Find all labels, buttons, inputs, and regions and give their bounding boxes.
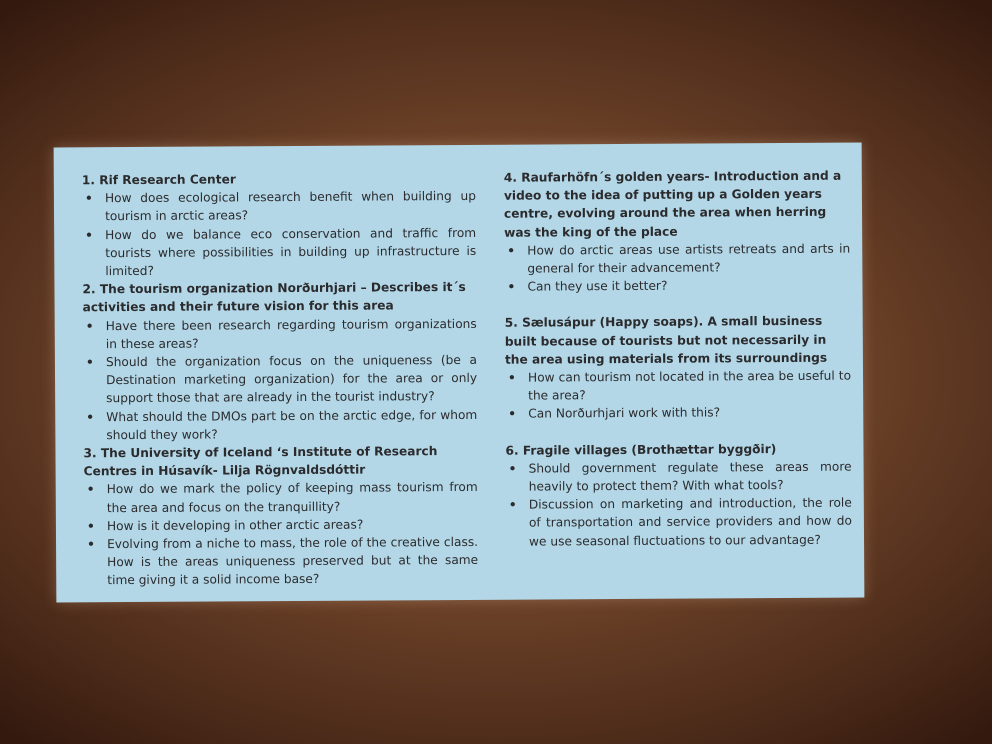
- section-heading: 2. The tourism organization Norðurhjari – Describes it´s activities and their future vision for this area: [82, 280, 466, 315]
- section-rif-research-center: [82, 169, 477, 281]
- section-fragile-villages: [505, 439, 852, 550]
- question-item: • Can Norðurhjari work with this?: [505, 403, 851, 423]
- section-heading: 3. The University of Iceland ‘s Institute of Research Centres in Húsavík- Lilja Rögnvaldsdóttir: [83, 444, 438, 479]
- section-heading: 1. Rif Research Center: [81, 172, 236, 188]
- question-item: • How do arctic areas use artists retreats and arts in general for their advancement?: [504, 239, 850, 278]
- left-column: [82, 169, 479, 590]
- section-raufarhofn: [504, 167, 851, 297]
- question-list: [83, 315, 478, 445]
- question-item: • Can they use it better?: [504, 276, 850, 296]
- question-list: [506, 457, 853, 550]
- section-heading: 5. Sælusápur (Happy soaps). A small business built because of tourists but not necessarily in the area using materials from its surroundings: [504, 314, 828, 367]
- question-item: • How does ecological research benefit when building up tourism in arctic areas?: [82, 187, 476, 226]
- section-spacer: [505, 294, 851, 314]
- section-saelusapur: [505, 312, 852, 423]
- question-item: • How do we balance eco conservation and traffic from tourists where possibilities in building up infrastructure is limited?: [82, 224, 476, 281]
- projection-screen: [54, 143, 865, 603]
- question-list: [505, 367, 851, 424]
- question-item: • Should the organization focus on the uniqueness (be a Destination marketing organization) for the area or only support those that are already in the tourist industry?: [83, 351, 477, 408]
- question-item: • Evolving from a niche to mass, the role of the creative class. How is the areas uniqueness preserved but at the same time giving it a solid income base?: [84, 533, 478, 590]
- section-heading: 4. Raufarhöfn´s golden years- Introduction and a video to the idea of putting up a Golden years centre, evolving around the area when herring was the king of the place: [503, 168, 842, 240]
- question-item: • How do we mark the policy of keeping mass tourism from the area and focus on the tranquillity?: [84, 478, 478, 517]
- question-list: [84, 478, 479, 590]
- question-item: • Discussion on marketing and introduction, the role of transportation and service providers and how do we use seasonal fluctuations to our advantage?: [506, 494, 852, 551]
- section-spacer: [505, 421, 851, 441]
- question-list: [82, 187, 477, 280]
- section-university-of-iceland: [83, 442, 478, 590]
- question-item: • What should the DMOs part be on the arctic edge, for whom should they work?: [83, 406, 477, 445]
- section-nordurhjari: [82, 278, 477, 444]
- question-item: • How is it developing in other arctic areas?: [84, 515, 478, 536]
- right-column: [504, 167, 852, 551]
- section-heading: 6. Fragile villages (Brothættar byggðir): [505, 441, 777, 458]
- question-item: • How can tourism not located in the area be useful to the area?: [505, 367, 851, 406]
- question-list: [504, 239, 850, 296]
- question-item: • Have there been research regarding tourism organizations in these areas?: [83, 315, 477, 354]
- question-item: • Should government regulate these areas more heavily to protect them? With what tools?: [506, 457, 852, 496]
